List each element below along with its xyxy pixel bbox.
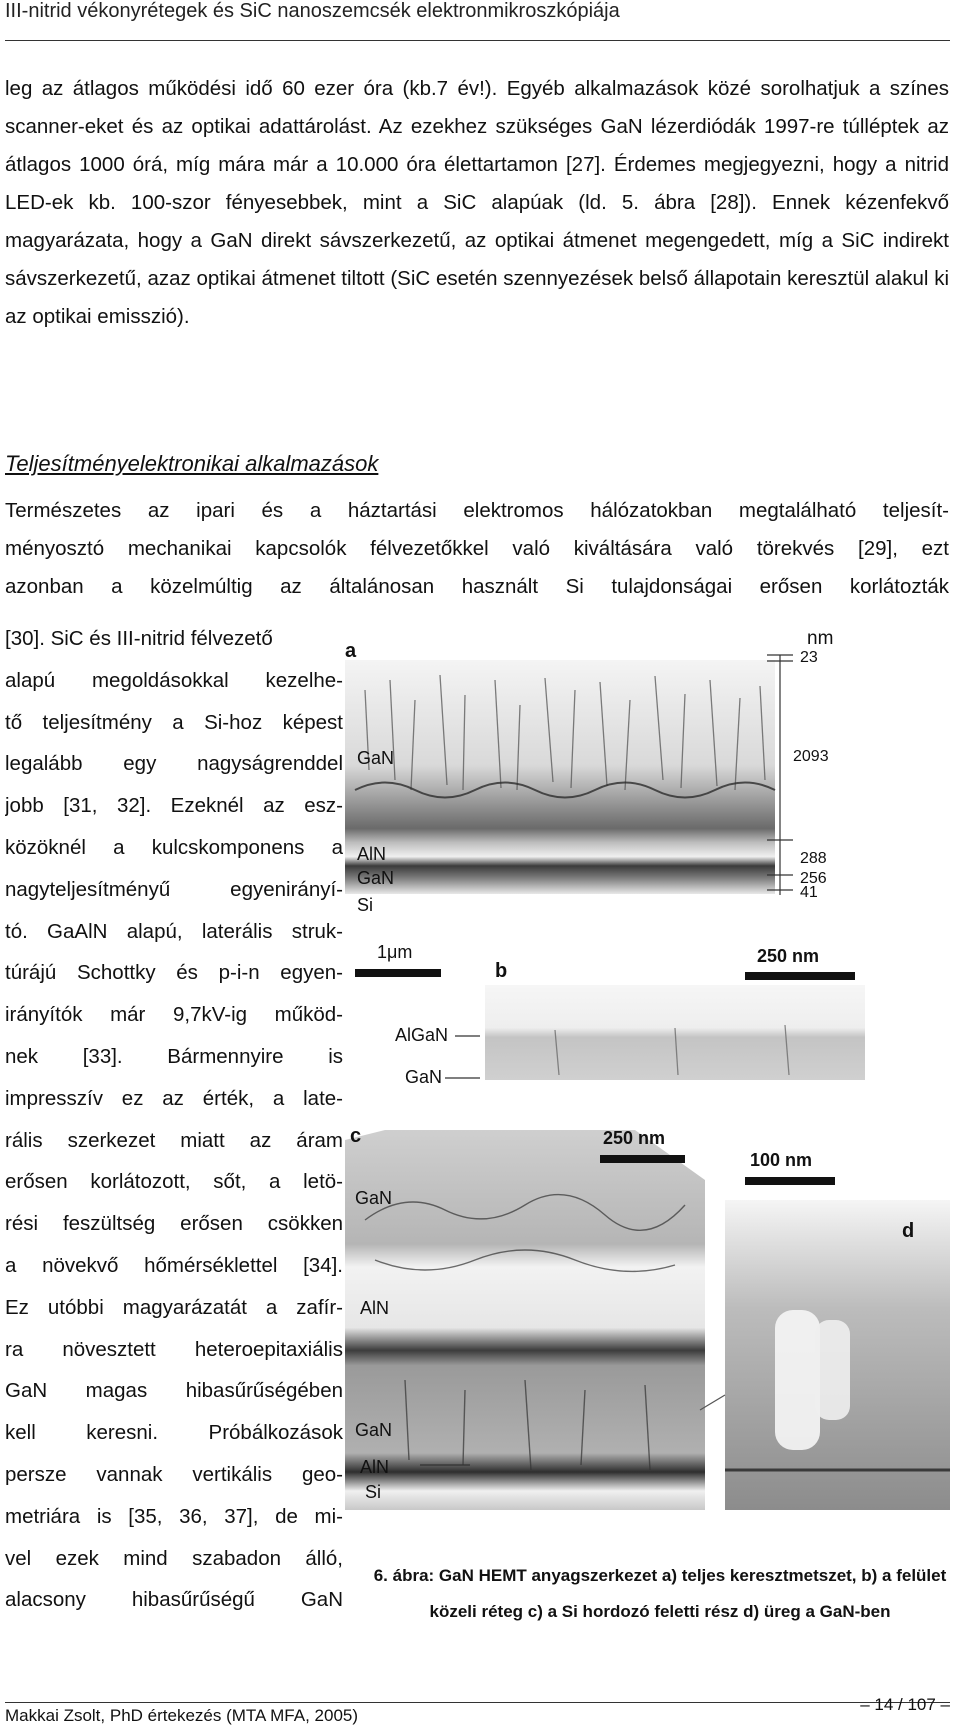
panel-b-micrograph	[485, 985, 865, 1080]
layer-label: GaN	[357, 868, 395, 888]
layer-label: GaN	[357, 748, 395, 768]
text-line: ra növesztett heteroepitaxiális	[5, 1337, 343, 1361]
section-heading: Teljesítményelektronikai alkalmazások	[5, 451, 379, 476]
text-line: metriára is [35, 36, 37], de mi-	[5, 1504, 343, 1528]
text-line: tő teljesítmény a Si-hoz képest	[5, 710, 343, 734]
text-line: Természetes az ipari és a háztartási elektromos hálózatokban megtalálható teljesít-	[5, 499, 949, 522]
panel-a-unit-label: nm	[807, 628, 834, 649]
thickness-label: 41	[800, 884, 818, 901]
text-line: túrájú Schottky és p-i-n egyen-	[5, 961, 343, 985]
panel-a-scalebar	[355, 969, 441, 977]
footer-rule	[5, 1702, 950, 1703]
wrapped-text-column	[5, 618, 343, 1621]
layer-label: GaN	[355, 1420, 393, 1440]
panel-b-letter: b	[495, 960, 508, 982]
panel-c-scalebar-label: 250 nm	[603, 1128, 666, 1148]
text-line: jobb [31, 32]. Ezeknél az esz-	[5, 794, 343, 818]
text-line: nagyteljesítményű egyenirányí-	[5, 877, 343, 901]
panel-c-letter: c	[350, 1125, 362, 1147]
layer-label: Si	[365, 1482, 382, 1502]
panel-b-scalebar	[745, 972, 855, 980]
text-line: azonban a közelmúltig az általánosan használt Si tulajdonságai erősen korlátozták	[5, 575, 949, 598]
layer-label: AlGaN	[395, 1025, 449, 1045]
panel-d-micrograph	[725, 1200, 950, 1510]
header-rule	[5, 40, 950, 41]
panel-d-scalebar	[745, 1177, 835, 1185]
text-line: alapú megoldásokkal kezelhe-	[5, 668, 343, 692]
panel-d-letter: d	[902, 1220, 915, 1242]
text-line: nek [33]. Bármennyire is	[5, 1044, 343, 1068]
text-line: Ez utóbbi magyarázatát a zafír-	[5, 1295, 343, 1319]
panel-c-scalebar	[600, 1155, 685, 1163]
thickness-label: 256	[800, 870, 827, 887]
text-line: impresszív ez az érték, a late-	[5, 1086, 343, 1110]
text-line: ményosztó mechanikai kapcsolók félvezetőkkel való kiváltására való törekvés [29], ezt	[5, 537, 949, 560]
thickness-label: 23	[800, 649, 818, 666]
text-line: rális szerkezet miatt az áram	[5, 1128, 343, 1152]
text-line: GaN magas hibasűrűségében	[5, 1379, 343, 1403]
layer-label: GaN	[355, 1188, 393, 1208]
text-line: a növekvő hőmérséklettel [34].	[5, 1253, 343, 1277]
thickness-label: 288	[800, 850, 827, 867]
running-header: III-nitrid vékonyrétegek és SiC nanoszemcsék elektronmikroszkópiája	[5, 0, 620, 22]
page-number: – 14 / 107 –	[860, 1695, 950, 1714]
layer-label: AlN	[360, 1298, 390, 1318]
panel-a-micrograph	[345, 660, 775, 894]
figure-6	[345, 620, 955, 1520]
footer-author: Makkai Zsolt, PhD értekezés (MTA MFA, 2005)	[5, 1706, 359, 1725]
text-line: közöknél a kulcskomponens a	[5, 835, 343, 859]
figure-caption: 6. ábra: GaN HEMT anyagszerkezet a) teljes keresztmetszet, b) a felület közeli réteg c) a Si hordozó feletti rész d) üreg a GaN-ben	[373, 1566, 947, 1621]
layer-label: Si	[357, 895, 374, 915]
text-line: tó. GaAlN alapú, laterális struk-	[5, 919, 343, 943]
paragraph-led-applications: leg az átlagos működési idő 60 ezer óra (kb.7 év!). Egyéb alkalmazások közé sorolhatjuk a színes scanner-eket és az optikai adattárolást. Az ezekhez szükséges GaN lézerdiódák 1997-re túlléptek az átlagos 1000 órá, míg mára már a 10.000 óra élettartamon [27]. Érdemes megjegyezni, hogy a nitrid LED-ek kb. 100-szor fényesebbek, mint a SiC alapúak (ld. 5. ábra [28]). Ennek kézenfekvő magyarázata, hogy a GaN direkt sávszerkezetű, az optikai átmenet megengedett, míg a SiC indirekt sávszerkezetű, azaz optikai átmenet tiltott (SiC esetén szennyezések belső állapotain keresztül alakul ki az optikai emisszió).	[5, 77, 949, 328]
layer-label: AlN	[360, 1457, 390, 1477]
panel-b-scalebar-label: 250 nm	[757, 946, 820, 966]
layer-label: AlN	[357, 844, 387, 864]
panel-b-arrows	[445, 1036, 480, 1078]
panel-a-letter: a	[345, 640, 357, 662]
panel-c-micrograph	[345, 1130, 705, 1510]
text-line: persze vannak vertikális geo-	[5, 1462, 343, 1486]
text-line: legalább egy nagyságrenddel	[5, 752, 343, 776]
text-line: rési feszültség erősen csökken	[5, 1212, 343, 1236]
thickness-label: 2093	[793, 748, 829, 765]
text-line: [30]. SiC és III-nitrid félvezető	[5, 627, 273, 650]
text-line: erősen korlátozott, sőt, a letö-	[5, 1170, 343, 1194]
layer-label: GaN	[405, 1067, 443, 1087]
text-line: alacsony hibasűrűségű GaN	[5, 1588, 343, 1612]
text-line: kell keresni. Próbálkozások	[5, 1421, 343, 1445]
panel-a-scalebar-label: 1μm	[377, 942, 413, 962]
paragraph-power-electronics	[5, 492, 949, 606]
text-line: irányítók már 9,7kV-ig működ-	[5, 1003, 343, 1027]
panel-d-scalebar-label: 100 nm	[750, 1150, 813, 1170]
text-line: vel ezek mind szabadon álló,	[5, 1546, 343, 1570]
